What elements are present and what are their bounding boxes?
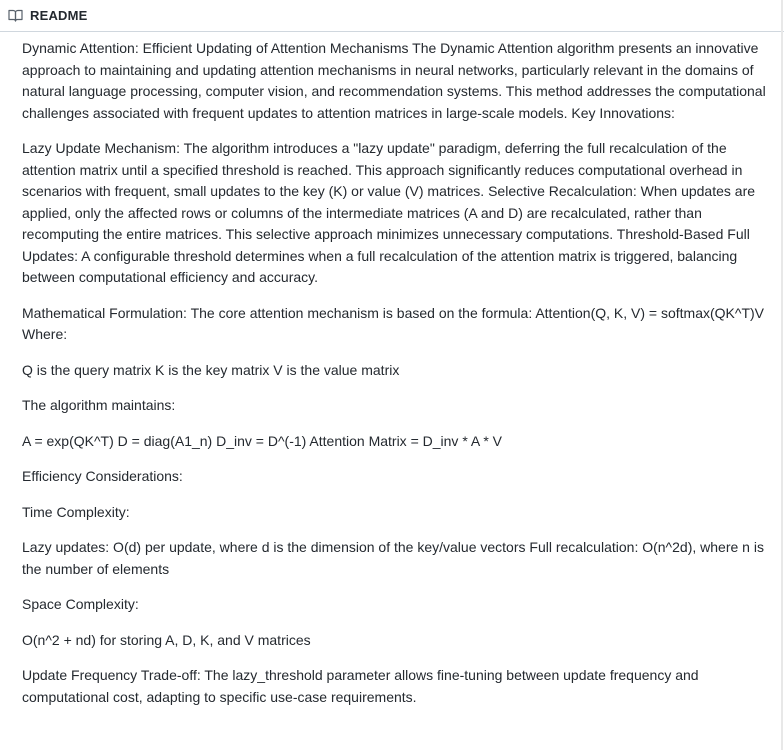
paragraph-tradeoff: Update Frequency Trade-off: The lazy_threshold parameter allows fine-tuning between update frequency and computational cost, adapting to specific use-case requirements. [22,667,699,705]
paragraph-intro: Dynamic Attention: Efficient Updating of Attention Mechanisms The Dynamic Attention algorithm presents an innovative approach to maintaining and updating attention mechanisms in neural networks, particularly relevant in the domains of natural language processing, computer vision, and recommendation systems. This method addresses the computational challenges associated with frequent updates to attention matrices in large-scale models. Key Innovations: [22,40,766,121]
scroll-edge [781,0,783,750]
paragraph-space-details: O(n^2 + nd) for storing A, D, K, and V matrices [22,631,311,648]
readme-title: README [30,8,88,23]
paragraph-time-complexity: Time Complexity: [22,503,130,520]
paragraph-maintains: The algorithm maintains: [22,397,176,413]
readme-content [22,38,770,722]
paragraph-formulation: Mathematical Formulation: The core attention mechanism is based on the formula: Attention(Q, K, V) = softmax(QK^T)V Where: [22,304,765,342]
paragraph-equations: A = exp(QK^T) D = diag(A1_n) D_inv = D^(-1) Attention Matrix = D_inv * A * V [22,432,503,449]
paragraph-matrices: Q is the query matrix K is the key matrix V is the value matrix [22,361,400,378]
paragraph-time-details: Lazy updates: O(d) per update, where d is the dimension of the key/value vectors Full recalculation: O(n^2d), where n is the number of elements [22,539,764,577]
book-open-icon [8,9,23,22]
readme-header [0,0,784,32]
paragraph-efficiency: Efficiency Considerations: [22,468,183,484]
paragraph-innovations: Lazy Update Mechanism: The algorithm introduces a "lazy update" paradigm, deferring the full recalculation of the attention matrix until a specified threshold is reached. This approach significantly reduces computational overhead in scenarios with frequent, small updates to the key (K) or value (V) matrices. Selective Recalculation: When updates are applied, only the affected rows or columns of the intermediate matrices (A and D) are recalculated, rather than recomputing the entire matrices. This selective approach minimizes unnecessary computations. Threshold-Based Full Updates: A configurable threshold determines when a full recalculation of the attention matrix is triggered, balancing between computational efficiency and accuracy. [22,140,756,285]
paragraph-space-complexity: Space Complexity: [22,596,139,612]
